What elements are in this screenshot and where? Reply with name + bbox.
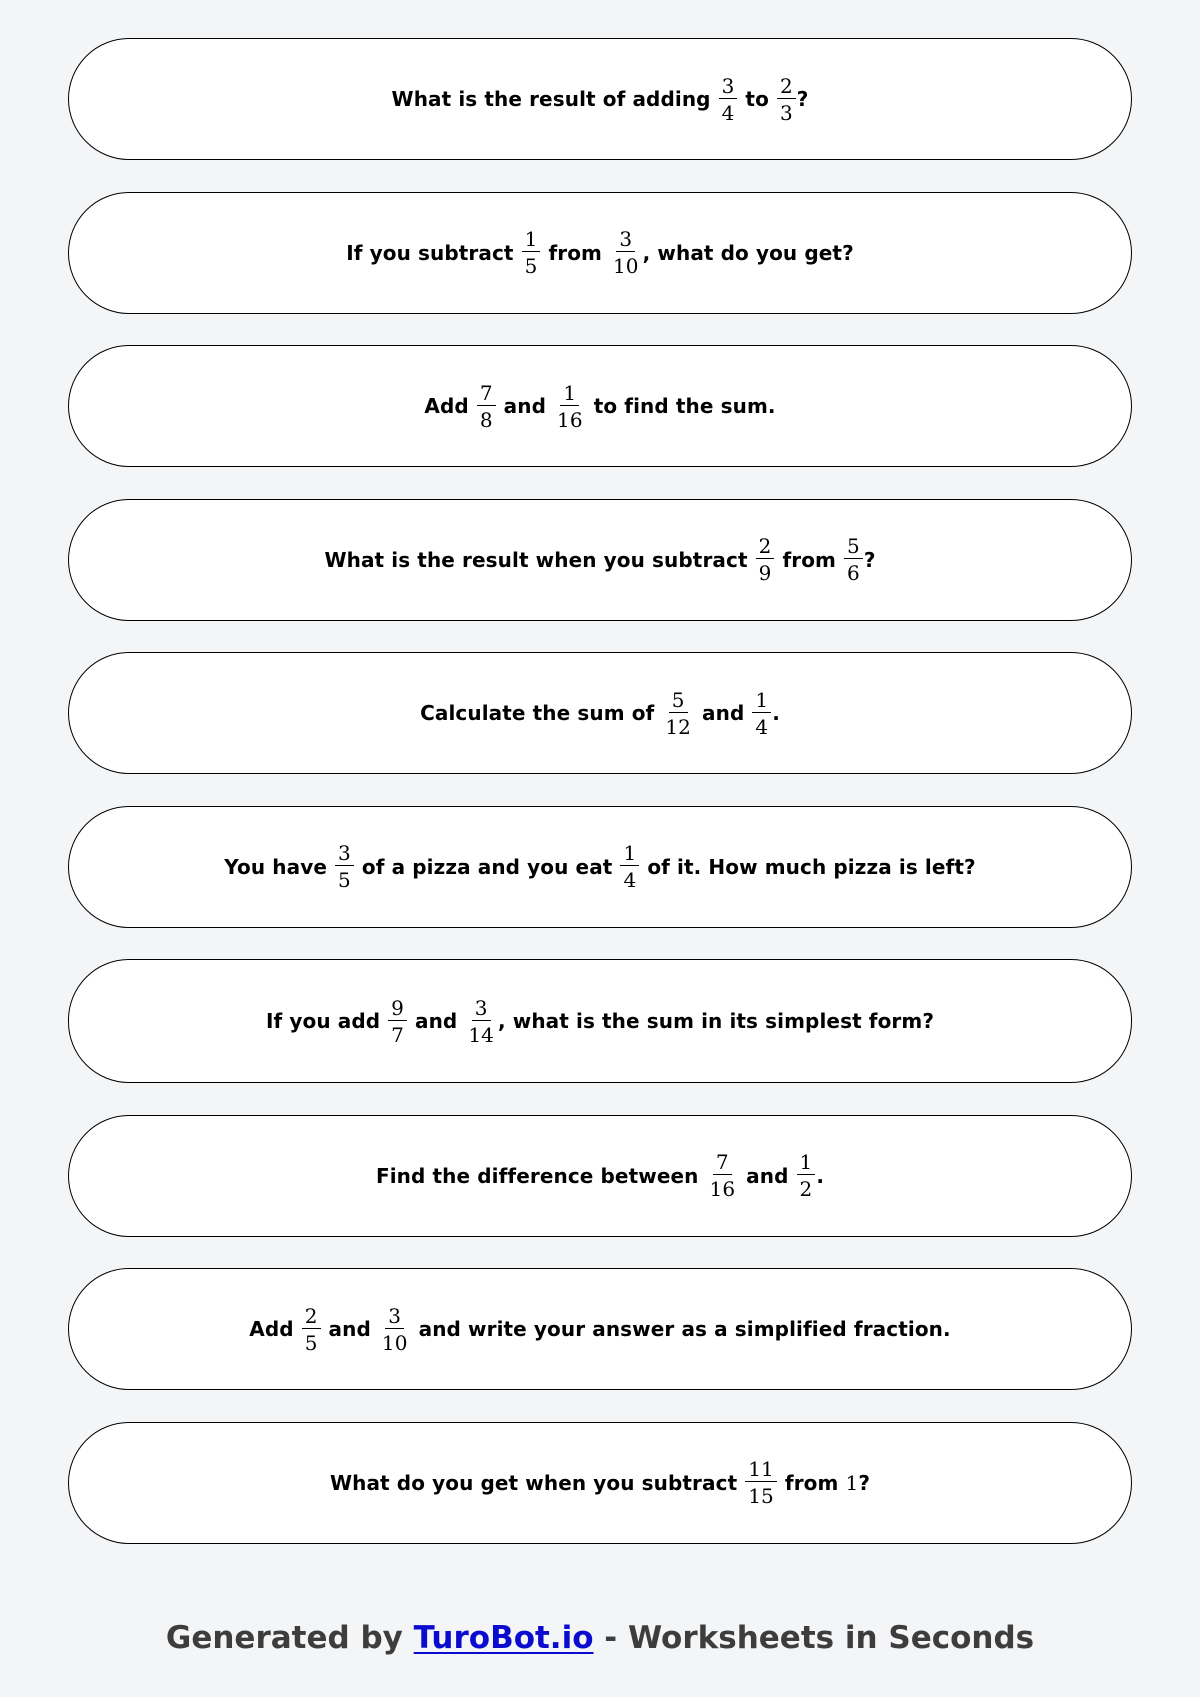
question-card (68, 959, 1132, 1083)
whole-number: 1 (845, 1470, 859, 1495)
question-card (68, 652, 1132, 774)
question-text-part: . (816, 1163, 825, 1188)
fraction-denominator: 10 (381, 1330, 408, 1355)
fraction (620, 843, 639, 890)
fraction-denominator: 10 (612, 254, 639, 278)
fraction (379, 1303, 411, 1355)
fraction-denominator: 16 (557, 407, 583, 432)
question-text-part: Add (249, 1317, 294, 1341)
question-card (68, 1268, 1132, 1390)
question-text-part: from (784, 1470, 839, 1495)
question-text-part: Add (424, 394, 469, 418)
question-list (68, 38, 1132, 1575)
fraction-numerator: 3 (335, 843, 354, 866)
question-text (420, 687, 780, 739)
fraction (477, 380, 496, 432)
question-card (68, 38, 1132, 160)
fraction (844, 536, 863, 583)
question-text-part: Find the difference between (375, 1163, 699, 1188)
footer-suffix: - Worksheets in Seconds (593, 1620, 1035, 1656)
question-text-part: ? (863, 547, 876, 572)
question-card (68, 1115, 1132, 1237)
question-card (68, 806, 1132, 928)
question-text (346, 229, 854, 276)
fraction-denominator: 4 (721, 100, 735, 125)
fraction (777, 73, 796, 125)
fraction (756, 536, 775, 583)
fraction-denominator: 15 (748, 1484, 774, 1508)
question-text-part: What is the result when you subtract (324, 547, 748, 572)
question-card (68, 499, 1132, 621)
fraction (707, 1152, 739, 1199)
fraction (335, 843, 354, 890)
fraction-numerator: 3 (472, 998, 491, 1021)
question-text (249, 1303, 951, 1355)
question-text-part: and (328, 1317, 371, 1341)
fraction-denominator: 12 (665, 714, 692, 739)
turobot-link[interactable]: TuroBot.io (413, 1620, 594, 1656)
fraction-denominator: 3 (779, 100, 793, 125)
question-card (68, 345, 1132, 467)
question-text-part: If you add (265, 1009, 381, 1033)
question-text-part: ? (858, 1470, 871, 1495)
fraction (554, 380, 586, 432)
fraction-numerator: 5 (844, 536, 863, 559)
question-text-part: of a pizza and you eat (361, 854, 613, 879)
question-text-part: , what is the sum in its simplest form? (498, 1009, 935, 1033)
fraction-numerator: 11 (745, 1459, 777, 1482)
fraction-numerator: 3 (616, 229, 635, 252)
fraction-numerator: 1 (522, 229, 541, 252)
fraction-numerator: 3 (719, 76, 738, 99)
fraction-numerator: 1 (620, 843, 639, 866)
fraction-numerator: 7 (713, 1152, 732, 1175)
question-text (265, 995, 935, 1047)
fraction-numerator: 5 (669, 690, 688, 713)
fraction (465, 995, 497, 1047)
question-text-part: of it. How much pizza is left? (640, 854, 976, 879)
question-text-part: ? (796, 87, 809, 111)
fraction-numerator: 2 (777, 76, 796, 99)
fraction-numerator: 2 (302, 1306, 321, 1329)
fraction (719, 73, 738, 125)
fraction-numerator: 1 (560, 383, 579, 406)
question-card (68, 1422, 1132, 1544)
question-text (424, 380, 776, 432)
question-text-part: What is the result of adding (391, 87, 711, 111)
fraction-denominator: 5 (524, 254, 538, 278)
question-text-part: and (414, 1009, 458, 1033)
fraction (745, 1459, 777, 1506)
question-text-part: and write your answer as a simplified fraction. (411, 1317, 951, 1341)
question-text-part: and (503, 394, 547, 418)
fraction (388, 995, 407, 1047)
question-text-part: If you subtract (346, 240, 514, 265)
fraction (610, 229, 642, 276)
question-text-part: to find the sum. (586, 394, 776, 418)
fraction-denominator: 8 (479, 407, 493, 432)
fraction-numerator: 2 (756, 536, 775, 559)
fraction-denominator: 4 (623, 868, 637, 892)
fraction-numerator: 9 (388, 998, 407, 1021)
footer (0, 1620, 1200, 1656)
fraction-denominator: 14 (468, 1022, 494, 1047)
fraction (797, 1152, 816, 1199)
question-text-part: and (702, 701, 745, 725)
question-text (224, 843, 975, 890)
fraction-numerator: 7 (477, 383, 496, 406)
fraction-numerator: 1 (797, 1152, 816, 1175)
question-text-part: and (746, 1163, 789, 1188)
fraction-denominator: 2 (799, 1177, 813, 1201)
question-text-part: What do you get when you subtract (329, 1470, 738, 1495)
fraction-denominator: 4 (755, 714, 769, 739)
fraction-numerator: 3 (385, 1306, 404, 1329)
question-text-part: Calculate the sum of (420, 701, 655, 725)
fraction-denominator: 5 (304, 1330, 318, 1355)
question-text-part: , what do you get? (642, 240, 854, 265)
question-text-part: You have (224, 854, 328, 879)
fraction-denominator: 9 (758, 561, 772, 585)
question-text-part: . (772, 701, 780, 725)
question-text-part: from (548, 240, 602, 265)
fraction (662, 687, 694, 739)
fraction-denominator: 7 (391, 1022, 404, 1047)
fraction-denominator: 6 (847, 561, 860, 585)
question-text (391, 73, 809, 125)
question-text-part: to (745, 87, 769, 111)
question-text (376, 1152, 824, 1199)
question-text (330, 1459, 870, 1506)
fraction (752, 687, 771, 739)
question-text-part: from (782, 547, 836, 572)
question-card (68, 192, 1132, 314)
fraction-denominator: 16 (709, 1177, 736, 1201)
question-text (324, 536, 875, 583)
fraction (302, 1303, 321, 1355)
footer-prefix: Generated by (165, 1620, 414, 1656)
fraction-numerator: 1 (752, 690, 771, 713)
fraction (522, 229, 541, 276)
fraction-denominator: 5 (338, 868, 351, 892)
